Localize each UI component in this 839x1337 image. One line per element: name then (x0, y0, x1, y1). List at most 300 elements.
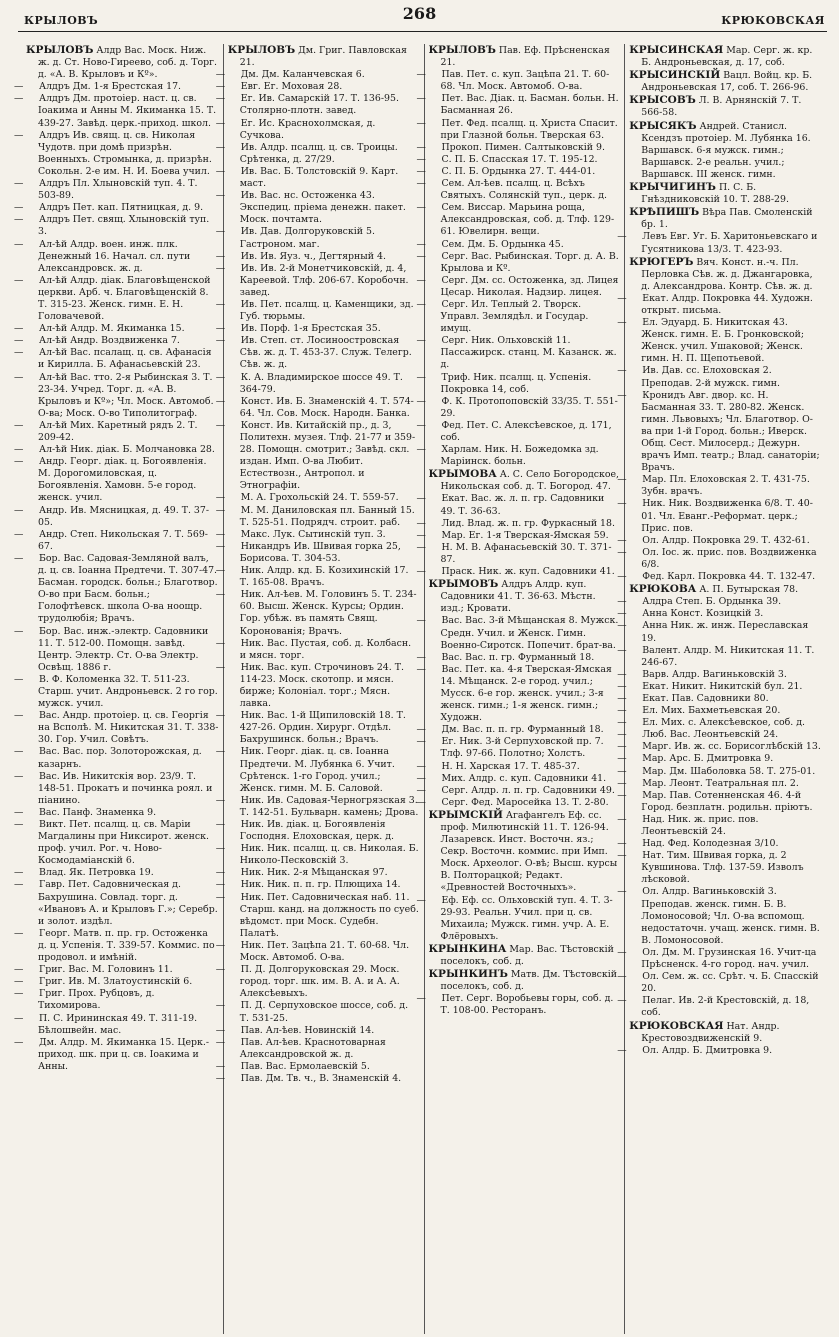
directory-entry (416, 796, 621, 809)
entry-dash: — (617, 692, 627, 704)
entry-dash: — (14, 129, 24, 141)
directory-entry (215, 69, 420, 81)
entry-dash: — (617, 620, 627, 632)
directory-entry (416, 178, 621, 202)
entry-dash: — (416, 724, 426, 736)
entry-text: П. Д. Серпуховское шоссе, соб. д. Т. 531-25. (239, 1000, 409, 1024)
entry-surname: КРЫНКИНА (428, 942, 507, 955)
entry-text: Л. В. Арнянскій 7. Т. 566-58. (641, 95, 802, 119)
entry-surname: КРЫЛОВЪ (227, 44, 296, 56)
directory-entry (215, 165, 420, 190)
entry-dash: — (416, 298, 426, 310)
entry-text: С. П. Б. Ордынка 27. Т. 444-01. (441, 165, 596, 177)
entry-dash: — (617, 231, 627, 243)
directory-entry (617, 850, 821, 886)
directory-entry (416, 93, 621, 117)
directory-entry (14, 927, 219, 964)
directory-entry (215, 395, 420, 420)
entry-text: Варв. Алдр. Вагиньковскій 3. (642, 668, 787, 680)
entry-dash: — (14, 238, 24, 250)
column-4 (617, 44, 825, 1334)
entry-text: Дм. Дм. Каланчевская 6. (240, 69, 365, 81)
entry-text: Алдр Вас. Моск. Ниж. ж. д. Ст. Ново-Гиреево, соб. д. Торг. д. «А. В. Крыловъ и Кº». (38, 45, 218, 81)
entry-dash: — (416, 274, 426, 286)
directory-entry (416, 517, 621, 530)
entry-dash: — (617, 474, 627, 486)
directory-entry (629, 583, 821, 596)
entry-text: Ег. Ис. Краснохолмская, д. Сучкова. (239, 117, 376, 141)
entry-text: Ник. Ник. псалщ. ц. св. Николая. Б. Николо-Песковскій 3. (239, 843, 419, 867)
entry-text: Вас. Вас. 3-й Мѣщанская 8. Мужск. Средн. Учил. и Женск. Гимн. Военно-Сиротск. Попечит. брат-ва. (440, 615, 619, 651)
entry-text: Ив. Дав. Долгоруковскій 5. Гастроном. маг. (239, 226, 375, 250)
entry-dash: — (416, 615, 426, 627)
entry-text: Анна Конст. Козицкій 3. (642, 608, 764, 620)
directory-entry (416, 651, 621, 664)
entry-text: Бор. Вас. инж.-электр. Садовники 11. Т. 512-00. Помощн. завѣд. Центр. Электр. Ст. О-ва Электр. Освѣщ. 1886 г. (38, 625, 209, 673)
entry-text: Фед. Пет. С. Алексѣевское, д. 171, соб. (440, 419, 612, 443)
entry-dash: — (14, 552, 24, 564)
directory-entry (14, 867, 219, 879)
entry-text: Над. Ник. ж. прис. пов. Леонтьевскій 24. (641, 813, 759, 837)
entry-text: Мар. Вас. Тѣстовскій поселокъ, соб. д. (440, 943, 614, 968)
entry-text: Мар. Арс. Б. Дмитровка 9. (642, 753, 774, 765)
entry-dash: — (215, 637, 226, 649)
entry-text: Алдръ Дм. 1-я Брестская 17. (38, 81, 182, 93)
entry-text: Пав. Ал-ѣев. Краснотоварная Александровской ж. д. (239, 1036, 386, 1060)
directory-entry (14, 1012, 219, 1037)
entry-dash: — (215, 504, 226, 516)
entry-dash: — (617, 389, 627, 401)
entry-dash: — (416, 165, 426, 177)
entry-text: Ал-ѣй Вас. тто. 2-я Рыбинская 3. Т. 23-34. Учред. Торг. д. «А. В. Крыловъ и Кº»; Чл. Моск. Автомоб. О-ва; Моск. О-во Типолитограф. (38, 371, 214, 419)
entry-dash: — (215, 1072, 226, 1084)
entry-text: Мар. Серг. ж. кр. Б. Андроньевская, д. 17, соб. (641, 45, 813, 69)
entry-text: Андр. Ив. Мясницкая, д. 49. Т. 37-05. (38, 504, 210, 528)
entry-text: Конст. Ив. Китайскій пр., д. 3, Политехн. музея. Тлф. 21-77 и 359-28. Помощн. смотрит.; Завѣд. скл. издан. Имп. О-ва Любит. Естествозн., Антропол. и Этнографіи. (239, 419, 416, 492)
entry-dash: — (14, 867, 24, 879)
entry-dash: — (617, 717, 627, 729)
directory-entry (429, 809, 621, 895)
entry-dash: — (617, 789, 627, 801)
directory-entry (617, 668, 821, 681)
entry-text: Григ. Прох. Рубцовъ, д. Тихомирова. (38, 988, 155, 1012)
directory-entry (416, 419, 621, 444)
entry-dash: — (617, 741, 627, 753)
entry-dash: — (416, 153, 426, 165)
entry-dash: — (215, 589, 226, 601)
entry-dash: — (617, 292, 627, 304)
entry-dash: — (215, 879, 226, 891)
entry-text: Ник. Вас. куп. Строчиновъ 24. Т. 114-23. Моск. скотопр. и мясн. бирже; Колоніал. торг.; Мясн. лавка. (239, 661, 404, 710)
entry-dash: — (215, 69, 226, 81)
directory-entry (629, 206, 821, 231)
directory-entry (215, 335, 420, 371)
entry-text: Алдра Степ. Б. Ордынка 39. (642, 596, 782, 608)
directory-entry (215, 1060, 420, 1073)
entry-text: Конст. Ив. Б. Знаменскій 4. Т. 574-64. Чл. Сов. Моск. Народн. Банка. (239, 395, 414, 419)
directory-entry (14, 710, 219, 746)
entry-dash: — (416, 736, 426, 748)
entry-text: Ив. Порф. 1-я Брестская 35. (240, 323, 381, 335)
directory-entry (429, 578, 621, 615)
directory-entry (14, 444, 219, 456)
entry-text: Пав. Дм. Тв. ч., В. Знаменскій 4. (240, 1072, 402, 1084)
entry-text: Екат. Пав. Садовники 80. (642, 692, 769, 704)
directory-entry (617, 534, 821, 547)
entry-text: Мих. Алдр. с. куп. Садовники 41. (441, 772, 607, 784)
directory-entry (617, 365, 821, 389)
entry-text: Серг. Алдр. л. п. гр. Садовники 49. (441, 784, 615, 796)
entry-dash: — (617, 765, 627, 777)
directory-entry (629, 94, 821, 119)
directory-entry (416, 153, 621, 166)
header-rule (18, 31, 827, 32)
entry-text: Пет. Серг. Воробьевы горы, соб. д. Т. 108-00. Ресторанъ. (440, 993, 614, 1017)
directory-entry (629, 120, 821, 181)
directory-entry (617, 644, 821, 669)
directory-entry (14, 214, 219, 238)
column-1 (14, 44, 223, 1334)
directory-entry (617, 741, 821, 753)
directory-entry (215, 1000, 420, 1024)
entry-dash: — (215, 867, 226, 879)
entry-text: Ал-ѣй Алдр. діак. Благовѣщенской церкви. Арб. ч. Благовѣщенскій 8. Т. 315-23. Женск. гимн. Е. Н. Головачевой. (38, 274, 211, 323)
entry-dash: — (416, 69, 426, 81)
directory-entry (215, 843, 420, 867)
directory-entry (215, 117, 420, 142)
entry-dash: — (617, 705, 627, 717)
entry-text: Мар. Дм. Шаболовка 58. Т. 275-01. (642, 765, 816, 777)
entry-dash: — (617, 753, 627, 765)
entry-dash: — (14, 964, 24, 976)
header-right-word: КРЮКОВСКАЯ (721, 14, 825, 27)
directory-entry (416, 493, 621, 517)
directory-entry (617, 231, 821, 255)
entry-text: Ал-ѣй Вас. псалащ. ц. св. Афанасія и Кирилла. Б. Афанасьевскій 23. (38, 347, 212, 371)
entry-text: Серг. Вас. Рыбинская. Торг. д. А. В. Крылова и Кº. (440, 250, 619, 274)
directory-entry (617, 608, 821, 620)
entry-text: Пет. Фед. псалщ. ц. Христа Спасит. при Глазной больн. Тверская 63. (440, 117, 618, 141)
directory-entry (215, 81, 420, 93)
directory-entry (416, 250, 621, 275)
entry-text: Алдръ Пл. Хлыновскій туп. 4. Т. 503-89. (38, 178, 198, 202)
directory-entry (215, 661, 420, 710)
entry-dash: — (215, 141, 226, 153)
directory-entry (416, 663, 621, 724)
directory-entry (416, 894, 621, 943)
header-left-word: КРЫЛОВЪ (24, 14, 99, 27)
entry-text: Анна Ник. ж. инж. Переславская 19. (641, 620, 809, 644)
entry-dash: — (215, 371, 226, 383)
entry-dash: — (14, 323, 24, 335)
entry-text: Ег. Ив. Самарскій 17. Т. 136-95. Столярно-плотн. завед. (239, 93, 399, 117)
entry-dash: — (617, 571, 627, 583)
entry-dash: — (617, 546, 627, 558)
entry-text: Харлам. Ник. Н. Божедомка зд. Маріинск. больн. (440, 444, 599, 468)
directory-entry (629, 44, 821, 69)
entry-dash: — (617, 534, 627, 546)
entry-text: Ник. Алдр. кд. Б. Козихинскій 17. Т. 165-08. Врачъ. (239, 565, 409, 589)
entry-text: Ел. Эдуард. Б. Никитская 43. Женск. гимн. Е. Б. Гронковской; Женск. учил. Ушаковой; Женск. гимн. Н. П. Щепотьевой. (641, 317, 805, 365)
entry-surname: КРЫМОВА (428, 468, 497, 481)
entry-text: Ник. Вас. Пустая, соб. д. Колбасн. и мясн. торг. (239, 637, 412, 661)
entry-text: Вас. Андр. протоіер. ц. св. Георгія на Всполѣ. М. Никитская 31. Т. 338-30. Гор. Учил. Совѣтъ. (38, 710, 219, 746)
entry-dash: — (416, 796, 426, 808)
entry-dash: — (416, 993, 426, 1005)
directory-entry (416, 760, 621, 773)
directory-entry (416, 993, 621, 1017)
entry-dash: — (14, 504, 24, 516)
entry-text: Пав. Вас. Ермолаевскій 5. (240, 1060, 370, 1072)
entry-dash: — (14, 93, 24, 105)
directory-entry (416, 784, 621, 797)
entry-dash: — (215, 540, 226, 552)
entry-dash: — (416, 760, 426, 772)
directory-entry (14, 770, 219, 807)
entry-surname: КРЫСИНСКІЙ (629, 69, 721, 82)
directory-entry (617, 1044, 821, 1057)
entry-dash: — (416, 541, 426, 553)
entry-text: Ив. Степ. ст. Лосиноостровская Сѣв. ж. д. Т. 453-37. Служ. Телегр. Сѣв. ж. д. (239, 335, 412, 371)
directory-entry (14, 528, 219, 553)
entry-dash: — (617, 995, 627, 1007)
entry-surname: КРЫМОВЪ (428, 578, 499, 591)
directory-entry (629, 69, 821, 94)
entry-text: Ник. Ал-ѣев. М. Головинъ 5. Т. 234-60. Высш. Женск. Курсы; Ордин. Гор. убѣж. въ память Свящ. Коронованія; Врачъ. (239, 589, 417, 637)
entry-dash: — (617, 365, 627, 377)
entry-dash: — (215, 1000, 226, 1012)
directory-entry (416, 335, 621, 371)
entry-text: Серг. Ник. Ольховскій 11. Пассажирск. станц. М. Казанск. ж. д. (440, 335, 617, 371)
entry-dash: — (416, 493, 426, 505)
directory-entry (215, 190, 420, 226)
entry-dash: — (416, 651, 426, 663)
entry-dash: — (14, 528, 24, 540)
entry-text: Вас. Вас. п. гр. Фурманный 18. (441, 651, 595, 663)
entry-text: Ив. Пет. псалщ. ц. Каменщики, зд. Губ. тюрьмы. (239, 298, 414, 323)
directory-entry (215, 891, 420, 940)
entry-dash: — (416, 663, 426, 675)
entry-surname: КРЫСОВЪ (629, 94, 696, 107)
entry-dash: — (215, 1036, 226, 1048)
directory-entry (215, 1036, 420, 1061)
directory-entry (416, 541, 621, 566)
directory-entry (14, 552, 219, 626)
entry-text: Ал-ѣй Алдр. М. Якиманка 15. (38, 323, 185, 335)
directory-entry (14, 178, 219, 202)
entry-dash: — (215, 323, 226, 335)
directory-entry (617, 498, 821, 534)
entry-text: Алдръ Алдр. куп. Садовники 41. Т. 36-63. Мѣстн. изд.; Кровати. (440, 579, 596, 615)
directory-entry (629, 1020, 821, 1045)
entry-text: Фед. Карл. Покровка 44. Т. 132-47. (642, 571, 816, 583)
entry-text: Ол. Алдр. Б. Дмитровка 9. (642, 1044, 773, 1056)
directory-entry (617, 596, 821, 608)
directory-entry (26, 44, 219, 81)
entry-text: Левъ Евг. Уг. Б. Харитоньевскаго и Гусятникова 13/3. Т. 423-93. (641, 231, 818, 255)
entry-dash: — (617, 850, 627, 862)
directory-entry (416, 117, 621, 142)
entry-dash: — (215, 843, 226, 855)
entry-text: Вѣра Пав. Смоленскій бр. 1. (641, 207, 813, 231)
directory-entry (14, 746, 219, 770)
entry-dash: — (215, 819, 226, 830)
entry-dash: — (617, 886, 627, 898)
directory-entry (416, 298, 621, 335)
directory-entry (617, 389, 821, 475)
entry-text: Андр. Георг. діак. ц. Богоявленія. М. Дорогомиловская, ц. Богоявленія. Хамовн. 5-е город. женск. учил. (38, 456, 207, 504)
entry-text: Екат. Алдр. Покровка 44. Художн. открыт. письма. (641, 292, 813, 316)
entry-dash: — (215, 710, 226, 722)
entry-text: Андр. Степ. Никольская 7. Т. 569-67. (38, 528, 208, 552)
entry-text: М. М. Даниловская пл. Банный 15. Т. 525-51. Подрядч. строит. раб. (239, 504, 415, 528)
entry-dash: — (215, 1060, 226, 1072)
entry-text: Ив. Алдр. псалщ. ц. св. Троицы. Срѣтенка, д. 27/29. (239, 141, 398, 165)
entry-dash: — (14, 274, 24, 286)
directory-entry (429, 468, 621, 493)
entry-dash: — (617, 946, 627, 958)
directory-entry (429, 44, 621, 69)
entry-text: Вас. Вас. пор. Золоторожская, д. казарнъ. (38, 746, 202, 770)
entry-dash: — (14, 988, 24, 1000)
entry-dash: — (215, 419, 226, 431)
directory-entry (215, 794, 420, 819)
entry-text: Серг. Ил. Теплый 2. Творск. Управл. Землядѣл. и Государ. имущ. (440, 298, 589, 335)
entry-dash: — (617, 317, 627, 329)
directory-entry (215, 867, 420, 879)
directory-entry (215, 504, 420, 529)
directory-entry (215, 528, 420, 541)
entry-text: Ник. Пет. Садовническая наб. 11. Старш. канд. на должность по суеб. вѣдомст. при Моск. Судебн. Палатѣ. (239, 891, 419, 939)
entry-text: Ник. Ник. Воздвиженка 6/8. Т. 40-01. Чл. Еванг.-Реформат. церк.; Прис. пов. (641, 498, 813, 534)
directory-entry (14, 347, 219, 371)
entry-text: Влад. Як. Петровка 19. (38, 867, 154, 879)
entry-text: Алдръ Пет. кап. Пятницкая, д. 9. (38, 202, 204, 214)
entry-text: Алдръ Дм. протоіер. наст. ц. св. Іоакима и Анны М. Якиманка 15. Т. 439-27. Завѣд. церк.-приход. школ. (38, 93, 217, 129)
entry-text: Вас. Ив. Никитскія вор. 23/9. Т. 148-51. Прокатъ и починка роял. и піанино. (38, 770, 213, 806)
entry-text: Н. М. В. Афанасьевскій 30. Т. 371-87. (440, 541, 612, 565)
entry-text: Ив. Дав. сс. Елоховская 2. Преподав. 2-й мужск. гимн. (641, 365, 781, 389)
entry-text: С. П. Б. Спасская 17. Т. 195-12. (441, 153, 598, 165)
directory-entry (429, 943, 621, 968)
running-header (0, 0, 839, 40)
entry-dash: — (617, 1044, 627, 1056)
entry-text: Серг. Фед. Маросейка 13. Т. 2-80. (441, 796, 609, 808)
entry-dash: — (14, 806, 24, 818)
entry-dash: — (416, 529, 426, 541)
entry-dash: — (215, 528, 226, 540)
entry-text: Прокоп. Пимен. Салтыковскій 9. (441, 141, 605, 153)
entry-dash: — (14, 371, 24, 383)
entry-text: Над. Фед. Колодезная 3/10. (642, 838, 779, 850)
entry-dash: — (416, 93, 426, 105)
entry-dash: — (215, 746, 226, 758)
directory-entry (617, 946, 821, 971)
entry-dash: — (617, 608, 627, 620)
directory-entry (14, 806, 219, 819)
entry-surname: КРЫЛОВЪ (26, 44, 94, 56)
directory-entry (215, 589, 420, 637)
entry-dash: — (617, 777, 627, 789)
entry-dash: — (215, 395, 226, 407)
directory-entry (617, 546, 821, 571)
directory-entry (14, 202, 219, 214)
entry-text: Ол. Іос. ж. прис. пов. Воздвиженка 6/8. (641, 546, 817, 570)
directory-entry (14, 879, 219, 927)
entry-text: Мар. Пав. Сотенненская 46. 4-й Город. безплатн. родильн. пріютъ. (641, 789, 813, 813)
entry-surname: КРЮГЕРЪ (629, 255, 694, 268)
entry-text: Ел. Мих. с. Алексѣевское, соб. д. (642, 717, 806, 729)
directory-entry (617, 765, 821, 778)
entry-text: Екат. Вас. ж. л. п. гр. Садовники 49. Т. 36-63. (440, 493, 605, 517)
entry-text: Триф. Ник. псалщ. ц. Успенія. Покровка 14, соб. (440, 371, 592, 395)
entry-dash: — (215, 81, 226, 93)
entry-dash: — (617, 729, 627, 741)
entry-surname: КРЮКОВСКАЯ (629, 1019, 724, 1032)
entry-text: Ол. Сем. ж. сс. Срѣт. ч. Б. Спасскій 20. (641, 971, 819, 995)
entry-dash: — (215, 165, 226, 177)
entry-dash: — (14, 419, 24, 431)
entry-dash: — (617, 813, 627, 825)
entry-dash: — (14, 673, 24, 685)
entry-text: Ник. Ив. діак. ц. Богоявленія Господня. Елоховская, церк. д. (239, 819, 395, 843)
entry-dash: — (416, 784, 426, 796)
entry-text: Григ. Вас. М. Головинъ 11. (38, 964, 173, 976)
entry-surname: КРЫСЯКЪ (629, 119, 697, 132)
entry-text: Дм. Алдр. М. Якиманка 15. Церк.-приход. шк. при ц. св. Іоакима и Анны. (38, 1036, 210, 1072)
directory-entry (617, 777, 821, 790)
entry-text: Нат. Тим. Швивая горка, д. 2 Кувшинова. Тлф. 137-59. Изволъ лѣсковой. (641, 850, 804, 886)
entry-dash: — (14, 976, 24, 988)
entry-text: Ф. К. Протопоповскій 33/35. Т. 551-29. (440, 395, 618, 419)
directory-entry (215, 371, 420, 396)
entry-text: Пелаг. Ив. 2-й Крестовскій, д. 18, соб. (641, 995, 810, 1019)
directory-entry (617, 886, 821, 946)
columns (14, 44, 825, 1334)
entry-dash: — (416, 202, 426, 214)
entry-text: В. Ф. Коломенка 32. Т. 511-23. Старш. учит. Андроньевск. 2 го гор. мужск. учил. (38, 673, 218, 710)
entry-text: Валент. Алдр. М. Никитская 11. Т. 246-67. (641, 644, 815, 668)
entry-dash: — (215, 492, 226, 504)
directory-entry (416, 772, 621, 785)
entry-dash: — (215, 298, 226, 310)
directory-entry (215, 323, 420, 335)
entry-text: Пав. Ал-ѣев. Новинскій 14. (240, 1024, 375, 1036)
entry-surname: КРЫЧИГИНЪ (629, 181, 716, 194)
directory-entry (14, 129, 219, 178)
directory-entry (617, 692, 821, 705)
directory-entry (416, 529, 621, 542)
directory-entry (617, 729, 821, 741)
entry-dash: — (14, 202, 24, 214)
entry-dash: — (215, 794, 226, 806)
entry-text: Ел. Мих. Бахметьевская 20. (642, 705, 781, 717)
directory-entry (14, 371, 219, 420)
entry-dash: — (617, 680, 627, 692)
entry-text: Лид. Влад. ж. п. гр. Фуркасный 18. (441, 517, 615, 529)
directory-entry (14, 819, 219, 867)
entry-text: Вас. Пет. ка. 4-я Тверская-Ямская 14. Мѣщанск. 2-е город. учил.; Мусск. 6-е гор. женск. учил.; 3-я женск. гимн.; 1-я женск. гимн.; Художн. (440, 663, 612, 724)
entry-dash: — (14, 178, 24, 190)
directory-entry (215, 637, 420, 662)
directory-entry (416, 165, 621, 178)
entry-text: Сем. Виссар. Марьина роща, Александровская, соб. д. Тлф. 129-61. Ювелирн. вещи. (440, 202, 615, 238)
directory-entry (215, 298, 420, 323)
directory-entry (416, 615, 621, 651)
entry-dash: — (215, 335, 226, 347)
entry-dash: — (617, 644, 627, 656)
entry-dash: — (416, 517, 426, 529)
